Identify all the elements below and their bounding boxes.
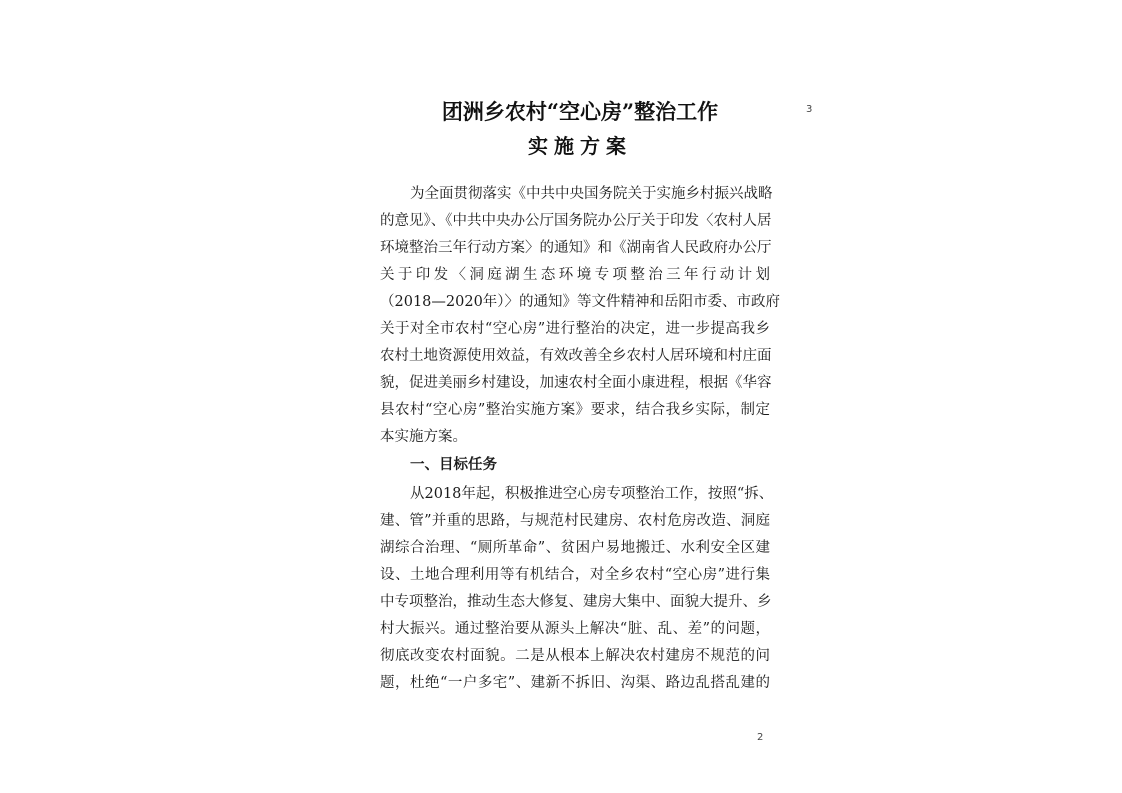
body-line: 建、管”并重的思路，与规范村民建房、农村危房改造、洞庭 — [380, 513, 770, 529]
body-line: （2018—2020年）〉的通知》等文件精神和岳阳市委、市政府 — [380, 294, 781, 310]
body-line: 的意见》、《中共中央办公厅国务院办公厅关于印发〈农村人居 — [380, 213, 772, 229]
body-line: 本实施方案。 — [380, 429, 467, 445]
section-heading: 一、目标任务 — [410, 457, 497, 473]
document-page — [360, 0, 800, 793]
edge-mark: 3 — [806, 104, 813, 115]
body-line: 貌，促进美丽乡村建设，加速农村全面小康进程，根据《华容 — [380, 375, 772, 391]
page-number: 2 — [757, 732, 764, 743]
body-line: 县农村“空心房”整治实施方案》要求，结合我乡实际，制定 — [380, 402, 770, 418]
document-title-line2: 实施方案 — [528, 134, 632, 158]
body-line: 彻底改变农村面貌。二是从根本上解决农村建房不规范的问 — [380, 648, 770, 664]
body-line: 关于对全市农村“空心房”进行整治的决定，进一步提高我乡 — [380, 321, 770, 337]
body-line: 为全面贯彻落实《中共中央国务院关于实施乡村振兴战略 — [410, 186, 773, 202]
body-line: 题，杜绝“一户多宅”、建新不拆旧、沟渠、路边乱搭乱建的 — [380, 675, 770, 691]
body-line: 农村土地资源使用效益，有效改善全乡农村人居环境和村庄面 — [380, 348, 772, 364]
body-line: 从2018年起，积极推进空心房专项整治工作，按照“拆、 — [410, 486, 774, 502]
body-line: 设、土地合理利用等有机结合，对全乡农村“空心房”进行集 — [380, 567, 770, 583]
body-line: 中专项整治，推动生态大修复、建房大集中、面貌大提升、乡 — [380, 594, 772, 610]
body-line: 环境整治三年行动方案〉的通知》和《湖南省人民政府办公厅 — [380, 240, 772, 256]
body-line: 湖综合治理、“厕所革命”、贫困户易地搬迁、水利安全区建 — [380, 540, 770, 556]
document-title-line1: 团洲乡农村“空心房”整治工作 — [441, 99, 719, 124]
body-line: 村大振兴。通过整治要从源头上解决“脏、乱、差”的问题， — [380, 621, 770, 637]
body-line: 关于印发〈洞庭湖生态环境专项整治三年行动计划 — [380, 267, 770, 283]
